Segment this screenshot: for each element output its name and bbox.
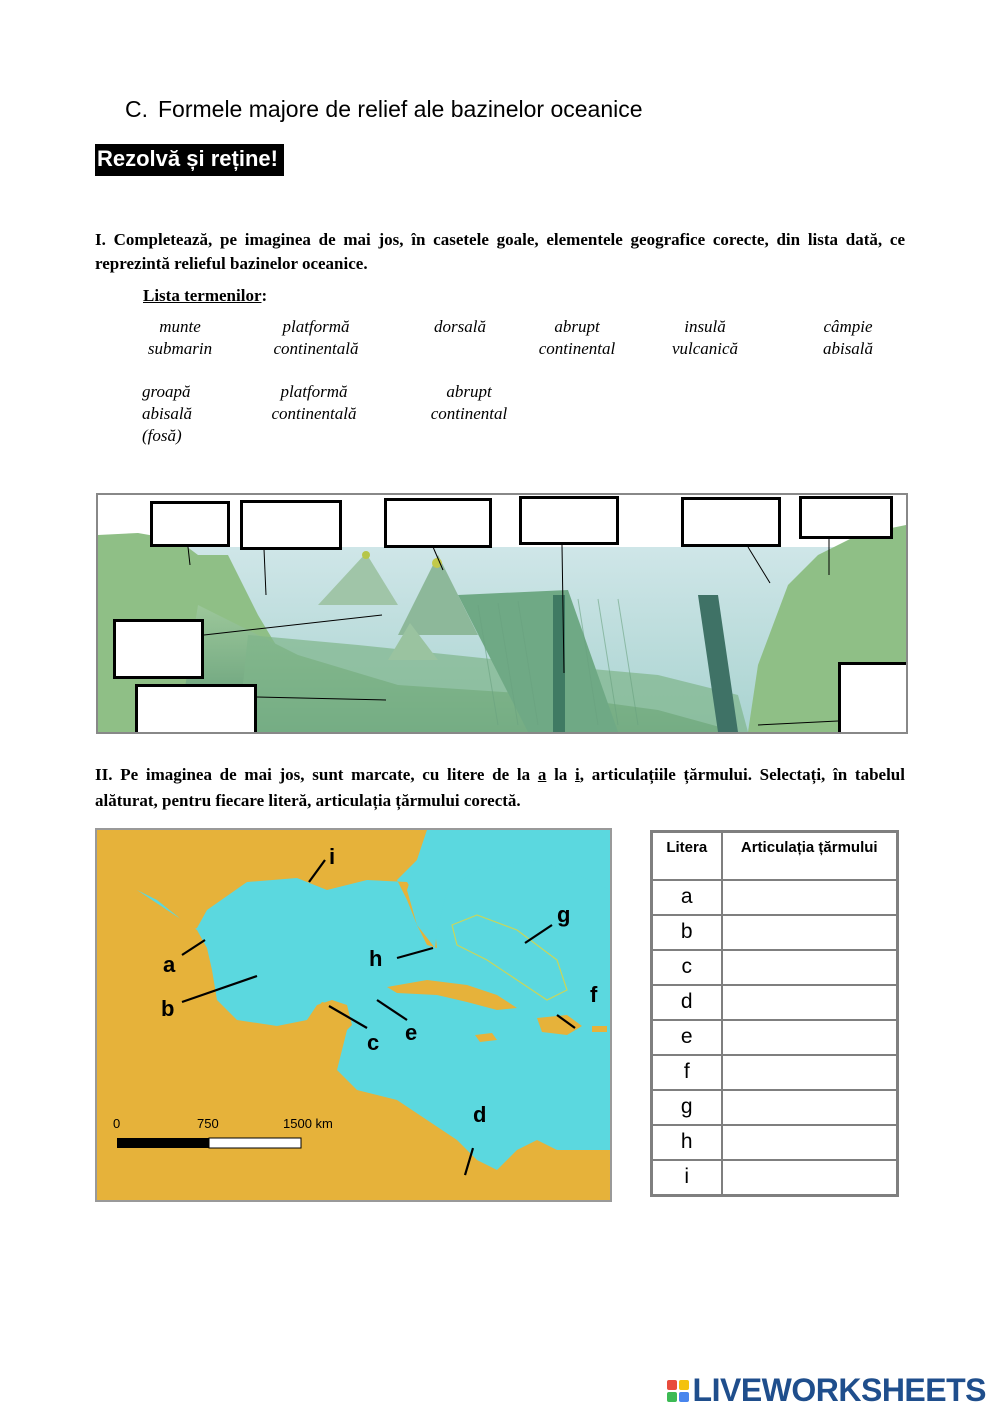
answer-cell[interactable] [722, 1020, 898, 1055]
answer-cell[interactable] [722, 1125, 898, 1160]
logo-text: LIVEWORKSHEETS [692, 1372, 986, 1408]
scale-label-zero: 0 [113, 1116, 121, 1131]
section-letter: C. [125, 96, 148, 122]
answer-cell[interactable] [722, 950, 898, 985]
answer-cell[interactable] [722, 1055, 898, 1090]
row-letter: e [652, 1020, 722, 1055]
term-line: câmpie [823, 317, 873, 336]
row-letter: g [652, 1090, 722, 1125]
banner: Rezolvă și reține! [95, 144, 284, 176]
table-row [652, 950, 898, 985]
map-label-c: c [367, 1030, 380, 1055]
instruction-text: II. Pe imaginea de mai jos, sunt marcate, cu litere de la [95, 765, 538, 784]
term-line: continental [538, 339, 616, 358]
map-label-g: g [557, 902, 571, 927]
scale-label-end: 1500 km [283, 1116, 333, 1131]
table-header-letter: Litera [652, 832, 722, 880]
answer-box-8[interactable] [135, 684, 257, 734]
term-line: (fosă) [142, 426, 182, 445]
term-line: submarin [147, 339, 213, 358]
row-letter: f [652, 1055, 722, 1090]
term-line: continentală [271, 404, 357, 423]
map-label-e: e [405, 1020, 418, 1045]
map-label-d: d [473, 1102, 487, 1127]
scale-label-mid: 750 [197, 1116, 219, 1131]
answer-box-9[interactable] [838, 662, 908, 734]
term-item [420, 316, 500, 338]
caribbean-map [95, 828, 612, 1202]
term-line: groapă [142, 382, 191, 401]
row-letter: c [652, 950, 722, 985]
row-letter: d [652, 985, 722, 1020]
instruction-letter-to: i [575, 765, 580, 784]
term-line: abrupt [446, 382, 492, 401]
scale-bar-dark [117, 1138, 209, 1148]
scale-bar-light [209, 1138, 301, 1148]
answer-cell[interactable] [722, 1090, 898, 1125]
exercise1-instruction: I. Completează, pe imaginea de mai jos, în casetele goale, elementele geografice corecte, din lista dată, ce reprezintă relieful bazinelor oceanice. [95, 230, 905, 273]
term-line: munte [159, 317, 201, 336]
answer-box-5[interactable] [681, 497, 781, 547]
term-item [262, 316, 370, 360]
instruction-text: , articulațiile țărmului. Selectați, în tabelul alăturat, pentru fiecare literă, articulația țărmului corectă. [95, 765, 905, 810]
table-row [652, 1125, 898, 1160]
term-line: continental [430, 404, 508, 423]
term-item [808, 316, 888, 360]
answer-cell[interactable] [722, 880, 898, 915]
term-line: abrupt [554, 317, 600, 336]
table-row [652, 1160, 898, 1196]
term-item [418, 381, 520, 425]
answer-cell[interactable] [722, 985, 898, 1020]
row-letter: b [652, 915, 722, 950]
term-line: insulă [684, 317, 726, 336]
term-line: continentală [273, 339, 359, 358]
answer-cell[interactable] [722, 915, 898, 950]
map-label-a: a [163, 952, 176, 977]
ocean-floor-diagram [96, 493, 908, 734]
map-label-b: b [161, 996, 175, 1021]
terms-list-title-text: Lista termenilor [143, 286, 262, 305]
term-line: dorsală [434, 317, 486, 336]
table-header-row [652, 832, 898, 880]
term-item [527, 316, 627, 360]
answer-box-4[interactable] [519, 496, 619, 545]
answer-table [650, 830, 899, 1197]
term-line: platformă [282, 317, 350, 336]
section-title [125, 96, 643, 123]
answer-box-1[interactable] [150, 501, 230, 547]
row-letter: a [652, 880, 722, 915]
answer-box-6[interactable] [799, 496, 893, 539]
map-label-h: h [369, 946, 383, 971]
map-label-i: i [329, 844, 336, 869]
liveworksheets-logo [667, 1372, 986, 1409]
instruction-letter-from: a [537, 765, 547, 784]
table-header-answer: Articulația țărmului [722, 832, 898, 880]
term-line: vulcanică [671, 339, 739, 358]
table-row [652, 1020, 898, 1055]
term-line: platformă [280, 382, 348, 401]
table-row [652, 1090, 898, 1125]
answer-box-7[interactable] [113, 619, 204, 679]
row-letter: i [652, 1160, 722, 1196]
term-item [142, 381, 232, 447]
table-row [652, 880, 898, 915]
term-line: abisală [822, 339, 874, 358]
exercise2-instruction [95, 762, 905, 814]
term-line: abisală [142, 404, 193, 423]
terms-list-colon: : [261, 286, 268, 305]
table-row [652, 915, 898, 950]
answer-box-3[interactable] [384, 498, 492, 548]
table-row [652, 1055, 898, 1090]
answer-box-2[interactable] [240, 500, 342, 550]
table-row [652, 985, 898, 1020]
answer-cell[interactable] [722, 1160, 898, 1196]
term-item [660, 316, 750, 360]
term-item [258, 381, 370, 425]
map-label-f: f [590, 982, 598, 1007]
term-item [140, 316, 220, 360]
terms-list-title [143, 286, 267, 306]
row-letter: h [652, 1125, 722, 1160]
logo-icon [667, 1380, 689, 1402]
section-title-text: Formele majore de relief ale bazinelor oceanice [158, 96, 643, 122]
instruction-text: la [546, 765, 576, 784]
